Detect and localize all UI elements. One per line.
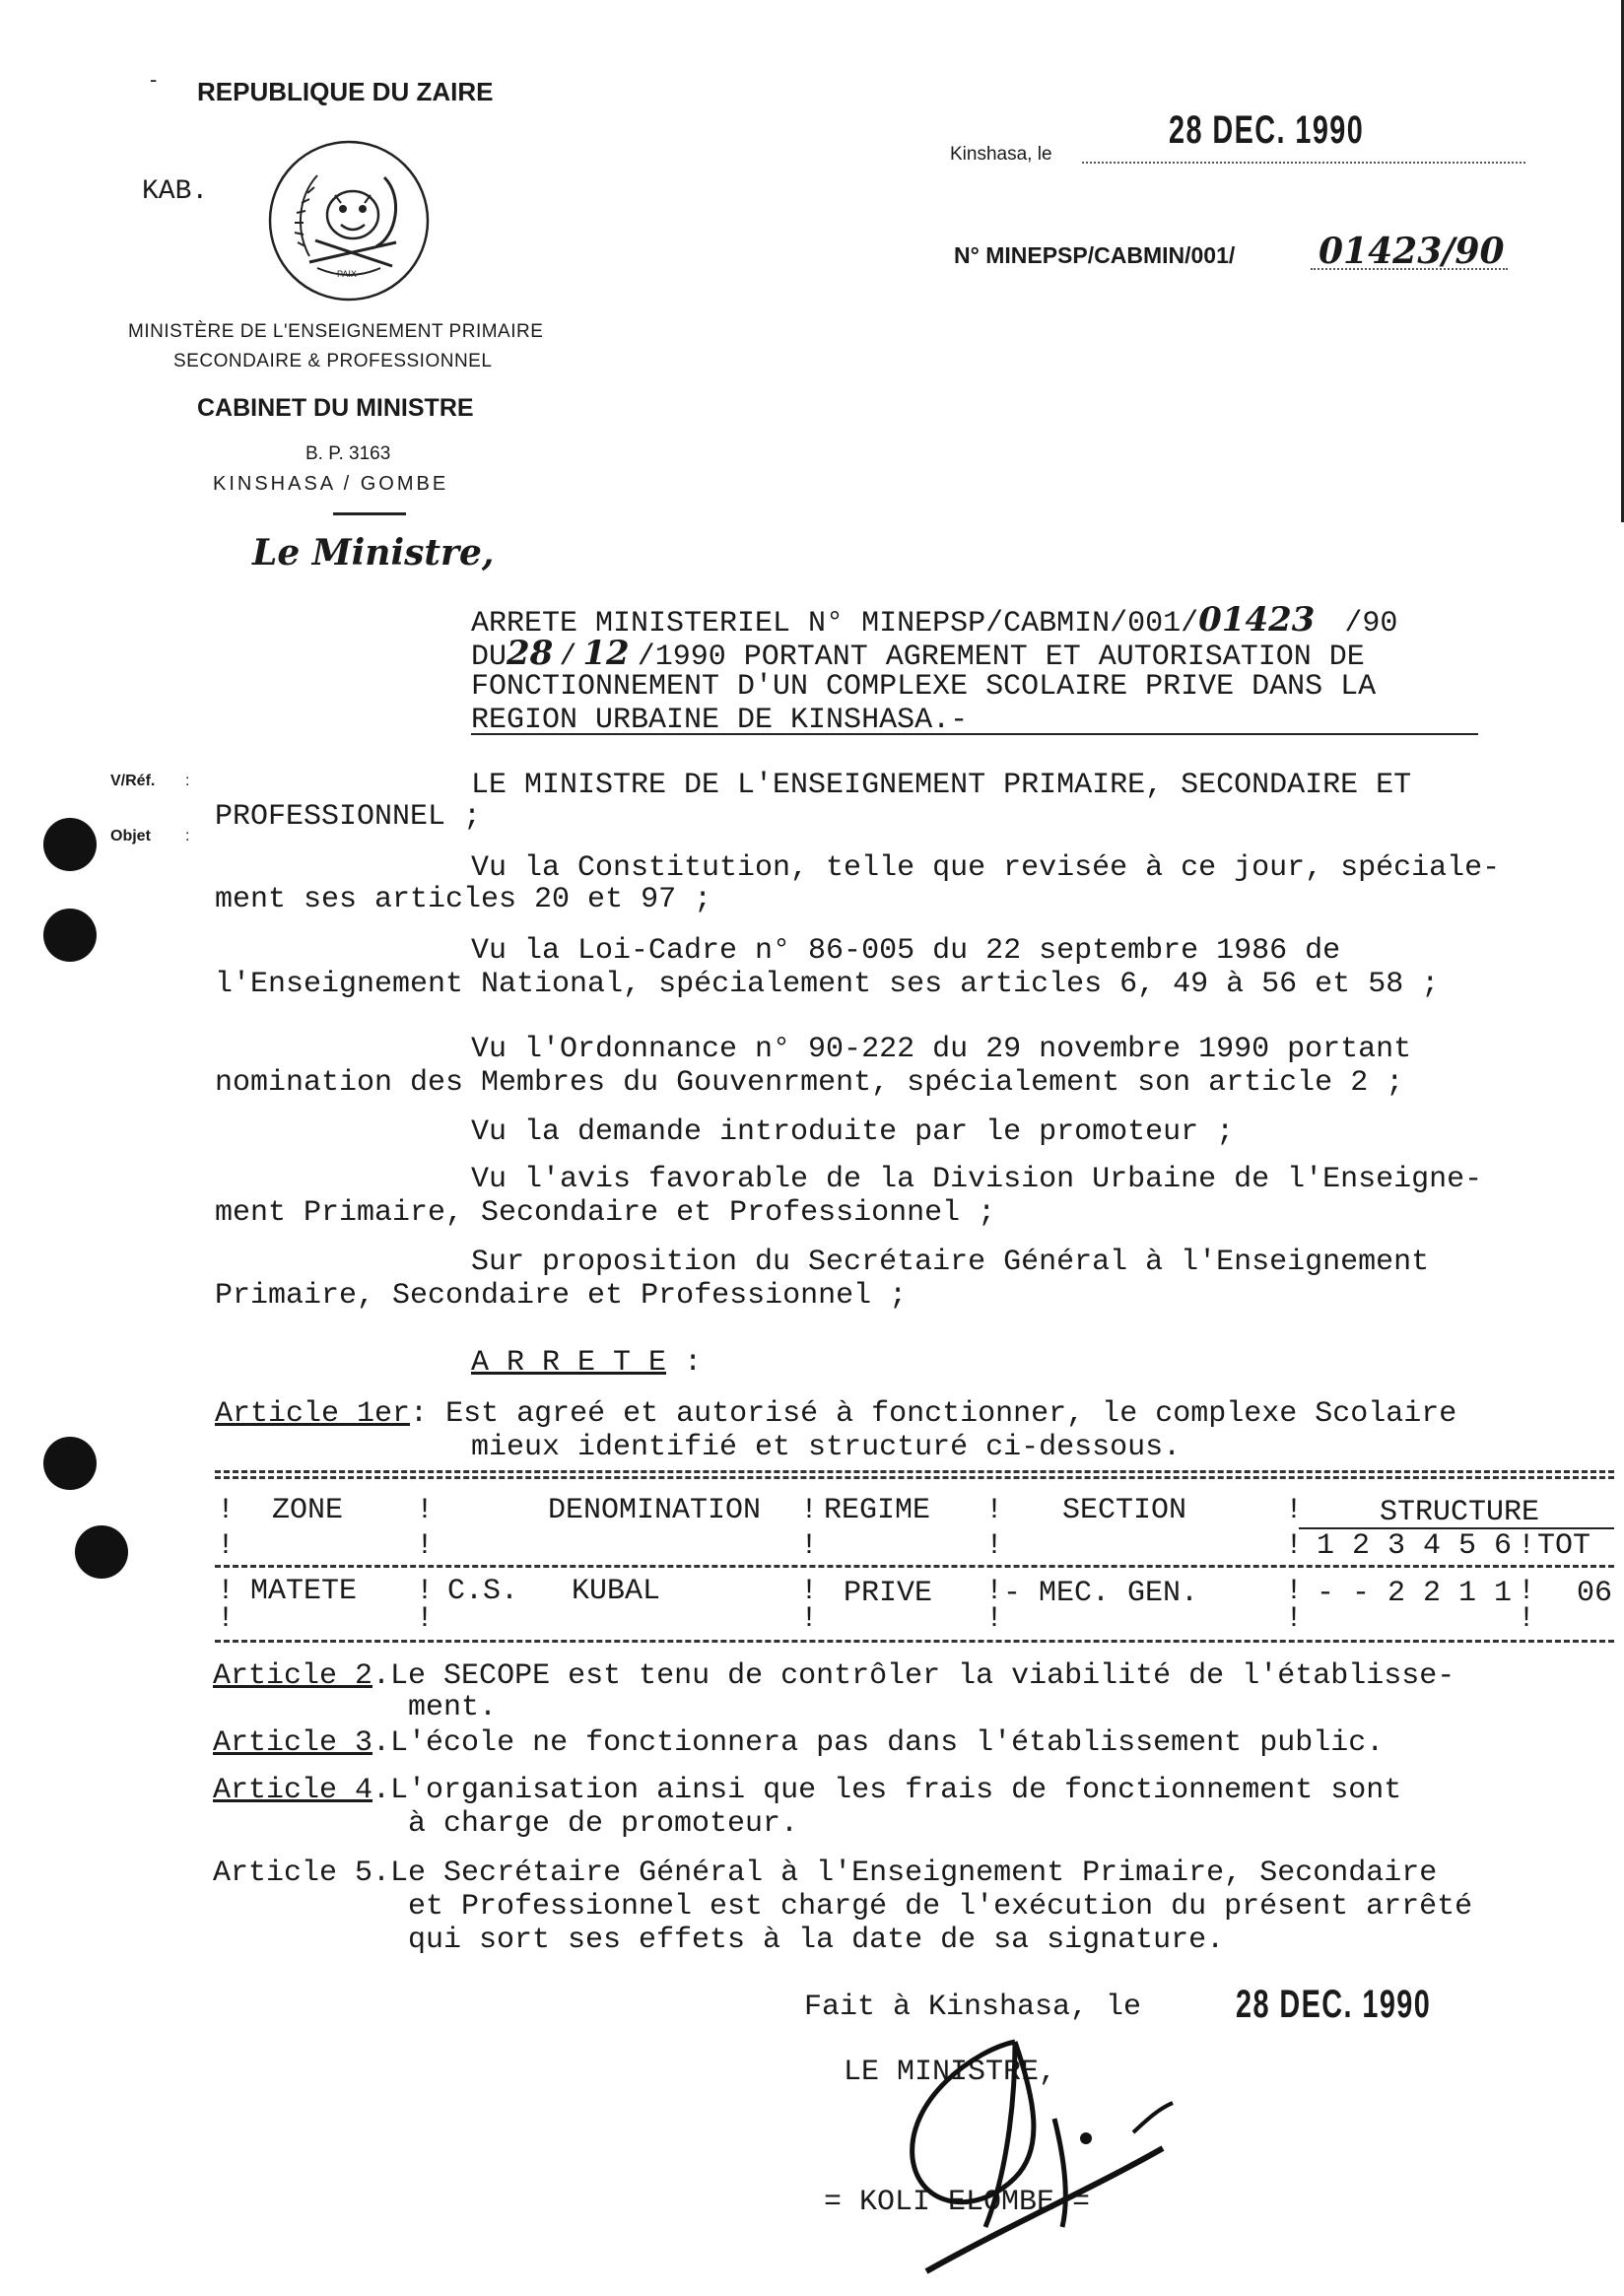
row-section: - MEC. GEN.	[1003, 1577, 1199, 1610]
punch-hole-4	[75, 1525, 128, 1579]
article-4-line-1: Article 4.L'organisation ainsi que les frais de fonctionnement sont	[213, 1774, 1402, 1807]
date-dotted-line	[1082, 162, 1525, 164]
place-label: Kinshasa, le	[950, 144, 1052, 165]
city-address: KINSHASA / GOMBE	[213, 473, 449, 495]
punch-hole-3	[43, 1437, 97, 1490]
article-1-line-2: mieux identifié et structuré ci-dessous.	[471, 1431, 1182, 1464]
preamble-3-rest: nomination des Membres du Gouvenrment, spécialement son article 2 ;	[215, 1066, 1404, 1100]
header-dash: -	[150, 67, 158, 92]
cabinet-heading: CABINET DU MINISTRE	[197, 394, 474, 422]
arrete-heading: A R R E T E :	[471, 1346, 703, 1380]
preamble-5-first: Vu l'avis favorable de la Division Urbaine de l'Enseigne-	[471, 1163, 1483, 1196]
title-underline	[471, 733, 1478, 735]
row-structure: - - 2 2 1 1	[1317, 1577, 1513, 1610]
kab-label: KAB.	[142, 176, 209, 207]
article-3-line-1: Article 3.L'école ne fonctionnera pas dans l'établissement public.	[213, 1726, 1385, 1760]
reference-handwritten: 01423/90	[1319, 231, 1505, 272]
header-tot: TOT	[1537, 1529, 1591, 1563]
row-denomination: C.S. KUBAL	[447, 1575, 661, 1608]
article-3-label: Article 3	[213, 1726, 373, 1760]
objet-label: Objet	[110, 828, 151, 844]
preamble-0-rest: PROFESSIONNEL ;	[215, 800, 482, 834]
signature-icon	[867, 2030, 1183, 2286]
minister-title: Le Ministre,	[252, 532, 495, 574]
republic-heading: REPUBLIQUE DU ZAIRE	[197, 77, 494, 106]
table-top-separator-2	[215, 1476, 1614, 1479]
reference-label: N° MINEPSP/CABMIN/001/	[954, 242, 1236, 268]
closing-minister: LE MINISTRE,	[844, 2056, 1057, 2089]
title-line-4: REGION URBAINE DE KINSHASA.-	[471, 704, 969, 737]
title-line-3: FONCTIONNEMENT D'UN COMPLEXE SCOLAIRE PRIVE DANS LA	[471, 670, 1377, 704]
header-denomination: DENOMINATION	[548, 1494, 762, 1527]
vref-colon: :	[185, 773, 190, 789]
preamble-4-first: Vu la demande introduite par le promoteur ;	[471, 1115, 1235, 1149]
title-handwritten-month: 12	[582, 634, 630, 673]
header-section: SECTION	[1062, 1494, 1187, 1527]
title-line-1: ARRETE MINISTERIEL N° MINEPSP/CABMIN/001/01423 /90	[471, 600, 1398, 641]
table-mid-separator	[215, 1565, 1614, 1568]
header-regime: REGIME	[824, 1494, 931, 1527]
preamble-0-first: LE MINISTRE DE L'ENSEIGNEMENT PRIMAIRE, SECONDAIRE ET	[471, 769, 1412, 802]
article-4-line-2: à charge de promoteur.	[408, 1807, 799, 1841]
table-bottom-separator	[215, 1640, 1614, 1643]
row-regime: PRIVE	[844, 1577, 933, 1610]
closing-place: Fait à Kinshasa, le	[804, 1991, 1142, 2024]
title-handwritten-day: 28	[507, 634, 554, 673]
table-top-separator	[215, 1470, 1614, 1473]
preamble-3-first: Vu l'Ordonnance n° 90-222 du 29 novembre 1990 portant	[471, 1033, 1412, 1066]
header-structure: STRUCTURE	[1380, 1496, 1540, 1529]
vref-label: V/Réf.	[110, 773, 156, 789]
article-1-line-1: Article 1er: Est agreé et autorisé à fonctionner, le complexe Scolaire	[215, 1397, 1457, 1431]
article-5-label: Article 5	[213, 1857, 373, 1890]
title-handwritten-number: 01423	[1198, 600, 1316, 640]
preamble-2-first: Vu la Loi-Cadre n° 86-005 du 22 septembre 1986 de	[471, 934, 1341, 968]
title-line-2: DU28 / 12 /1990 PORTANT AGREMENT ET AUTORISATION DE	[471, 634, 1365, 674]
ministry-line-2: SECONDAIRE & PROFESSIONNEL	[173, 351, 493, 371]
article-1-label: Article 1er	[215, 1397, 411, 1431]
article-2-line-1: Article 2.Le SECOPE est tenu de contrôler la viabilité de l'établisse-	[213, 1659, 1455, 1693]
preamble-6-rest: Primaire, Secondaire et Professionnel ;	[215, 1279, 908, 1313]
article-2-line-2: ment.	[408, 1691, 498, 1724]
closing-name: = KOLI ELOMBE =	[824, 2186, 1091, 2219]
preamble-6-first: Sur proposition du Secrétaire Général à l'Enseignement	[471, 1246, 1430, 1279]
seal-emblem-icon	[266, 138, 432, 304]
po-box: B. P. 3163	[305, 443, 391, 464]
ministry-line-1: MINISTÈRE DE L'ENSEIGNEMENT PRIMAIRE	[128, 321, 544, 342]
article-2-label: Article 2	[213, 1659, 373, 1693]
row-tot: 06	[1577, 1577, 1613, 1610]
punch-hole-1	[43, 818, 97, 871]
punch-hole-2	[43, 909, 97, 962]
preamble-1-rest: ment ses articles 20 et 97 ;	[215, 883, 712, 916]
header-divider	[333, 512, 406, 515]
preamble-1-first: Vu la Constitution, telle que revisée à ce jour, spéciale-	[471, 851, 1501, 885]
objet-colon: :	[185, 828, 190, 844]
article-5-line-2: et Professionnel est chargé de l'exécution du présent arrêté	[408, 1890, 1473, 1924]
date-stamp-top: 28 DEC. 1990	[1169, 108, 1365, 152]
date-stamp-bottom: 28 DEC. 1990	[1236, 1983, 1432, 2026]
preamble-2-rest: l'Enseignement National, spécialement ses articles 6, 49 à 56 et 58 ;	[215, 968, 1440, 1001]
article-5-line-1: Article 5.Le Secrétaire Général à l'Enseignement Primaire, Secondaire	[213, 1857, 1438, 1890]
header-years: 1 2 3 4 5 6	[1317, 1529, 1513, 1563]
row-zone: MATETE	[250, 1575, 358, 1608]
seal-motto: PAIX	[337, 269, 357, 279]
preamble-5-rest: ment Primaire, Secondaire et Professionnel ;	[215, 1196, 996, 1230]
article-5-line-3: qui sort ses effets à la date de sa signature.	[408, 1924, 1225, 1957]
ref-dotted-line	[1311, 268, 1508, 270]
article-4-label: Article 4	[213, 1774, 373, 1807]
header-zone: ZONE	[272, 1494, 344, 1527]
